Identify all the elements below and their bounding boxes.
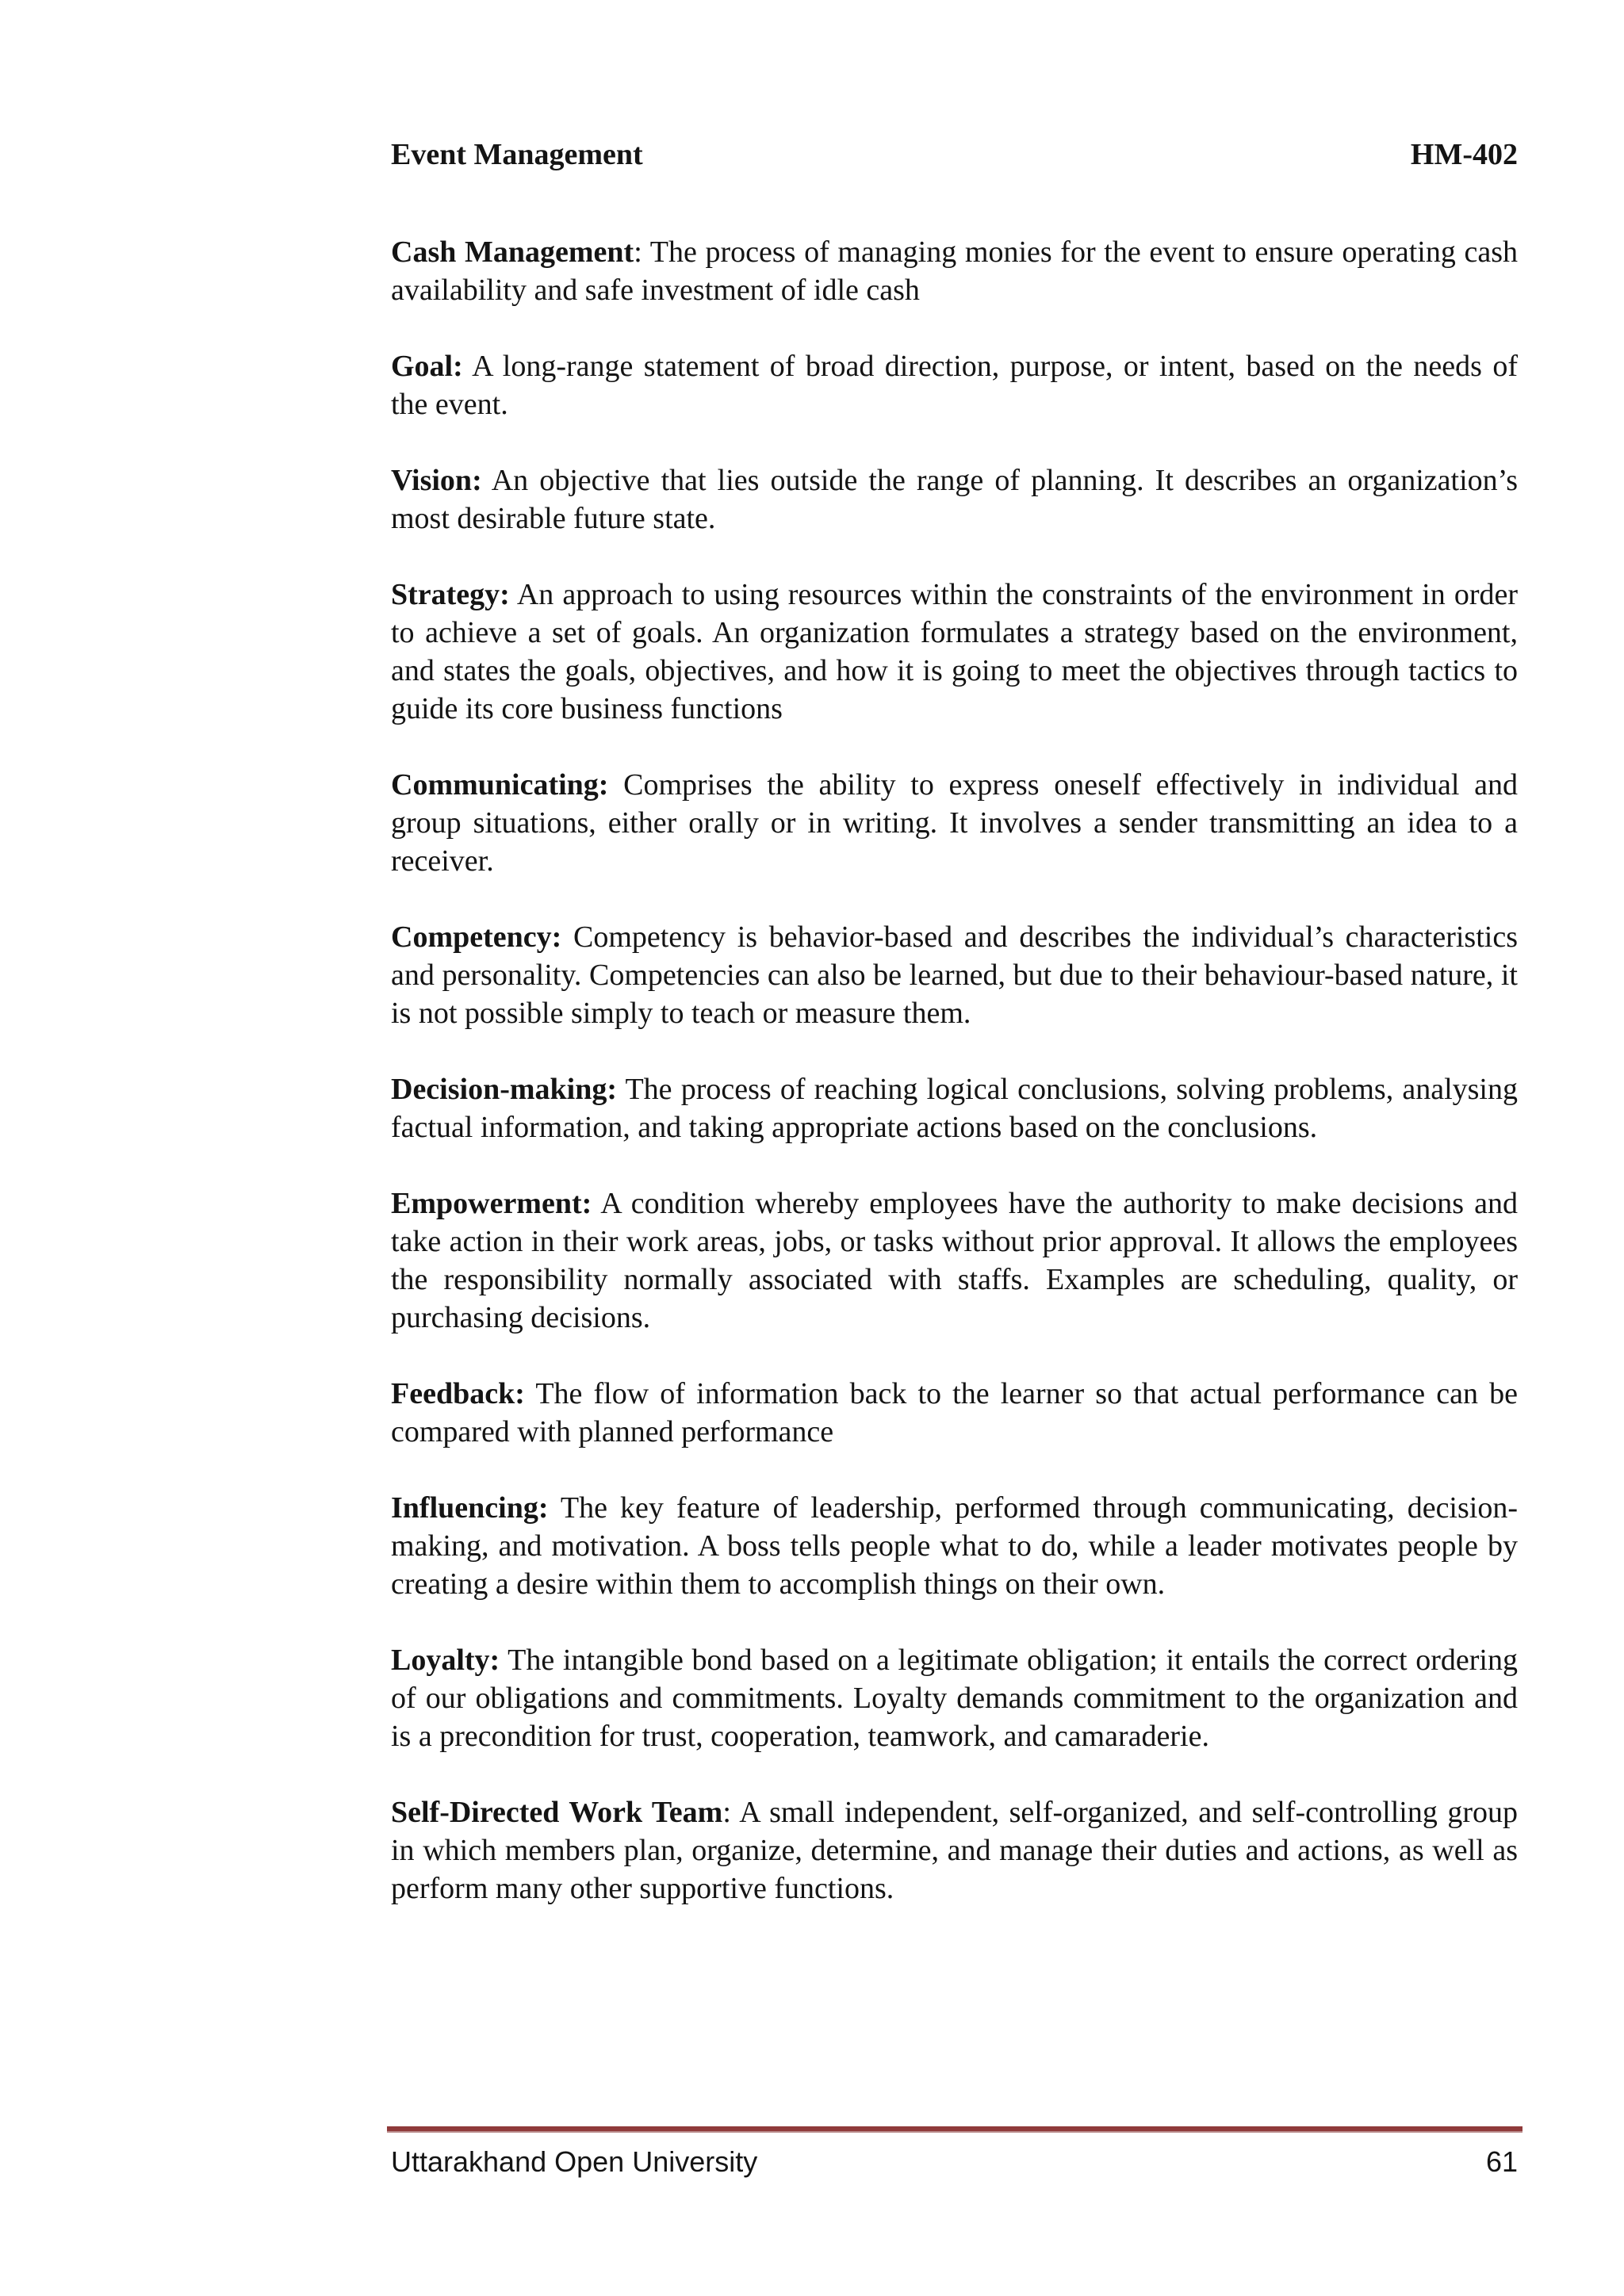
glossary-term: Influencing:	[391, 1491, 549, 1525]
glossary-definition: A small independent, self-organized, and self-controlling group in which members plan, organize, determine, and manage their duties and actions, as well as perform many other supportive functions.	[391, 1796, 1518, 1905]
glossary-entry	[391, 347, 1518, 423]
glossary-definition: The process of reaching logical conclusions, solving problems, analysing factual information, and taking appropriate actions based on the conclusions.	[391, 1073, 1518, 1144]
glossary-entry	[391, 576, 1518, 728]
glossary-entry	[391, 1375, 1518, 1451]
glossary-definition: The flow of information back to the learner so that actual performance can be compared with planned performance	[391, 1377, 1518, 1448]
glossary-definition: Competency is behavior-based and describes the individual’s characteristics and personality. Competencies can also be learned, but due to their behaviour-based nature, it is not possible simply to teach or measure them.	[391, 920, 1518, 1030]
page-number: 61	[1485, 2145, 1518, 2178]
glossary-entry	[391, 918, 1518, 1032]
glossary-term: Loyalty:	[391, 1644, 500, 1677]
glossary-definition: The process of managing monies for the event to ensure operating cash availability and safe investment of idle cash	[391, 235, 1519, 307]
glossary-entry	[391, 1793, 1518, 1908]
footer-university: Uttarakhand Open University	[391, 2145, 758, 2178]
glossary-content	[391, 233, 1518, 1946]
page-header	[391, 136, 1518, 174]
header-course-code: HM-402	[1410, 138, 1518, 171]
glossary-term: Decision-making:	[391, 1073, 617, 1106]
glossary-definition: A long-range statement of broad direction, purpose, or intent, based on the needs of the event.	[391, 350, 1518, 421]
glossary-definition: Comprises the ability to express oneself effectively in individual and group situations, either orally or in writing. It involves a sender transmitting an idea to a receiver.	[391, 768, 1518, 878]
glossary-term: Feedback:	[391, 1377, 525, 1410]
footer-divider	[387, 2126, 1522, 2133]
glossary-entry	[391, 461, 1518, 538]
page-footer	[391, 2145, 1518, 2179]
glossary-definition: The key feature of leadership, performed through communicating, decision-making, and motivation. A boss tells people what to do, while a leader motivates people by creating a desire within them to accomplish things on their own.	[391, 1491, 1518, 1601]
glossary-term: Strategy:	[391, 578, 510, 611]
glossary-term: Cash Management	[391, 235, 634, 269]
glossary-term: Competency:	[391, 920, 562, 954]
glossary-term: Self-Directed Work Team	[391, 1796, 723, 1829]
term-separator: :	[722, 1796, 731, 1829]
glossary-definition: An approach to using resources within the constraints of the environment in order to achieve a set of goals. An organization formulates a strategy based on the environment, and states the goals, objectives, and how it is going to meet the objectives through tactics to guide its core business functions	[391, 578, 1518, 725]
glossary-definition: The intangible bond based on a legitimate obligation; it entails the correct ordering of our obligations and commitments. Loyalty demands commitment to the organization and is a precondition for trust, cooperation, teamwork, and camaraderie.	[391, 1644, 1518, 1753]
glossary-definition: An objective that lies outside the range of planning. It describes an organization’s most desirable future state.	[391, 464, 1518, 535]
header-title: Event Management	[391, 138, 643, 171]
glossary-term: Vision:	[391, 464, 482, 497]
glossary-entry	[391, 1184, 1518, 1337]
glossary-term: Empowerment:	[391, 1187, 592, 1220]
glossary-entry	[391, 233, 1518, 309]
term-separator: :	[634, 235, 642, 269]
glossary-definition: A condition whereby employees have the authority to make decisions and take action in their work areas, jobs, or tasks without prior approval. It allows the employees the responsibility normally associated with staffs. Examples are scheduling, quality, or purchasing decisions.	[391, 1187, 1518, 1334]
glossary-term: Goal:	[391, 350, 463, 383]
glossary-entry	[391, 766, 1518, 880]
glossary-entry	[391, 1070, 1518, 1146]
glossary-entry	[391, 1641, 1518, 1755]
glossary-entry	[391, 1489, 1518, 1603]
glossary-term: Communicating:	[391, 768, 609, 802]
